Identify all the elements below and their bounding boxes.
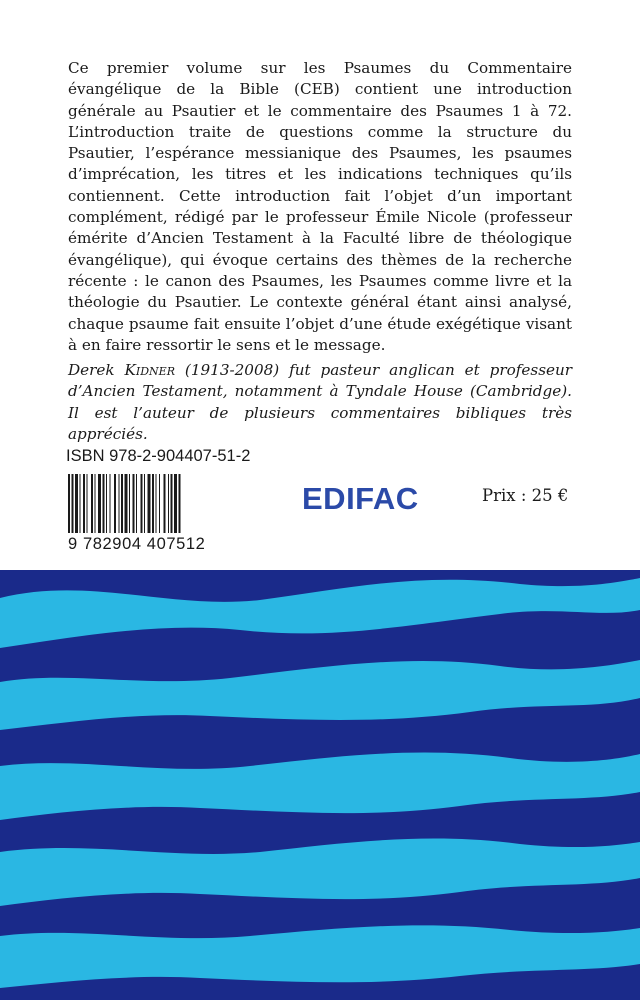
author-last-name: Kidner [124, 361, 175, 379]
wave-pattern-illustration [0, 570, 640, 1000]
price-label: Prix : 25 € [482, 486, 569, 505]
isbn-label: ISBN 978-2-904407-51-2 [66, 447, 251, 465]
author-bio [68, 360, 572, 445]
publisher-logo: EDIFAC [302, 481, 419, 516]
barcode-number: 9 782904 407512 [66, 533, 254, 554]
book-description: Ce premier volume sur les Psaumes du Commentaire évangélique de la Bible (CEB) contient une introduction générale au Psautier et le commentaire des Psaumes 1 à 72. L’introduction traite de questions comme la structure du Psautier, l’espérance messianique des Psaumes, les psaumes d’imprécation, les titres et les indications techniques qu’ils contiennent. Cette introduction fait l’objet d’un important complément, rédigé par le professeur Émile Nicole (professeur émérite d’Ancien Testament à la Faculté libre de théologique évangélique), qui évoque certains des thèmes de la recherche récente : le canon des Psaumes, les Psaumes comme livre et la théologie du Psautier. Le contexte général étant ainsi analysé, chaque psaume fait ensuite l’objet d’une étude exégétique visant à en faire ressortir le sens et le message. [68, 59, 572, 354]
author-first-name: Derek [68, 361, 115, 379]
author-bio-text: (1913-2008) fut pasteur anglican et professeur d’Ancien Testament, notamment à Tyndale House (Cambridge). Il est l’auteur de plusieurs commentaires bibliques très appréciés. [68, 361, 573, 443]
